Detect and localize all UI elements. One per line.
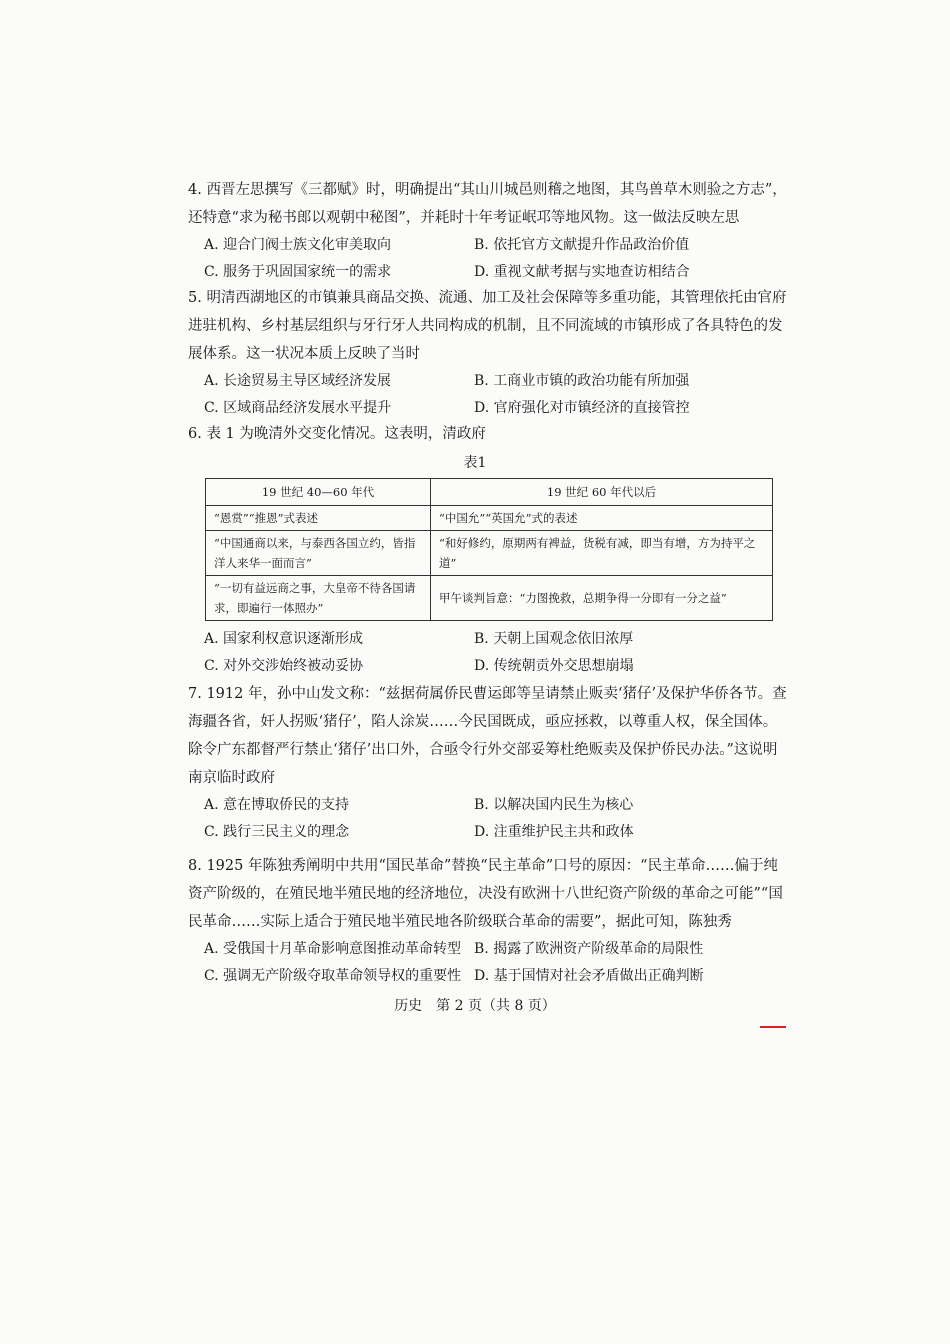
red-mark [760, 1026, 786, 1028]
table-cell: “中国允”“英国允”式的表述 [431, 506, 773, 531]
table-cell: “和好修约，原期两有裨益，货税有减，即当有增，方为持平之道” [431, 531, 773, 576]
option-a[interactable]: A. 迎合门阀士族文化审美取向 [204, 237, 392, 253]
question-stem: 7. 1912 年，孙中山发文称：“兹据荷属侨民曹运郎等呈请禁止贩卖‘猪仔’及保护华侨各节。查海疆各省，奸人拐贩‘猪仔’，陷人涂炭……今民国既成，亟应拯救，以尊重人权，保全国体。除令广东都督严行禁止‘猪仔’出口外，合亟令行外交部妥筹杜绝贩卖及保护侨民办法。”这说明南京临时政府 [188, 686, 787, 786]
question-stem: 6. 表 1 为晚清外交变化情况。这表明，清政府 [188, 426, 486, 442]
question-4 [188, 176, 788, 286]
option-c[interactable]: C. 强调无产阶级夺取革命领导权的重要性 [204, 968, 462, 984]
table-header: 19 世纪 40—60 年代 [206, 479, 431, 506]
table-row [206, 531, 773, 576]
table-cell: “恩赏”“推恩”式表述 [206, 506, 431, 531]
option-a[interactable]: A. 长途贸易主导区域经济发展 [204, 373, 392, 389]
option-c[interactable]: C. 践行三民主义的理念 [204, 824, 350, 840]
option-d[interactable]: D. 重视文献考据与实地查访相结合 [474, 264, 690, 280]
options [188, 936, 788, 990]
page-footer: 历史 第 2 页（共 8 页） [394, 998, 556, 1014]
table-row [206, 576, 773, 621]
question-8 [188, 852, 788, 990]
options [188, 232, 788, 286]
option-b[interactable]: B. 工商业市镇的政治功能有所加强 [474, 373, 690, 389]
table-cell: “中国通商以来，与泰西各国立约，皆指洋人来华一面而言” [206, 531, 431, 576]
option-a[interactable]: A. 国家利权意识逐渐形成 [204, 631, 364, 647]
table-cell: “一切有益远商之事，大皇帝不待各国请求，即遍行一体照办” [206, 576, 431, 621]
question-5 [188, 284, 788, 422]
option-c[interactable]: C. 区域商品经济发展水平提升 [204, 400, 392, 416]
table-title: 表1 [463, 455, 487, 471]
option-d[interactable]: D. 传统朝贡外交思想崩塌 [474, 658, 634, 674]
diplomacy-table [205, 478, 773, 621]
option-d[interactable]: D. 基于国情对社会矛盾做出正确判断 [474, 968, 704, 984]
table-header-row [206, 479, 773, 506]
options [188, 368, 788, 422]
option-b[interactable]: B. 天朝上国观念依旧浓厚 [474, 631, 634, 647]
options [188, 626, 788, 680]
option-d[interactable]: D. 官府强化对市镇经济的直接管控 [474, 400, 690, 416]
option-c[interactable]: C. 对外交涉始终被动妥协 [204, 658, 364, 674]
option-a[interactable]: A. 意在博取侨民的支持 [204, 797, 350, 813]
options [188, 792, 788, 846]
question-6-options [188, 626, 788, 680]
question-stem: 8. 1925 年陈独秀阐明中共用“国民革命”替换“民主革命”口号的原因：“民主革命……偏于纯资产阶级的，在殖民地半殖民地的经济地位，决没有欧洲十八世纪资产阶级的革命之可能”“国民革命……实际上适合于殖民地半殖民地各阶级联合革命的需要”，据此可知，陈独秀 [188, 858, 783, 930]
question-6 [188, 420, 788, 448]
question-stem: 4. 西晋左思撰写《三都赋》时，明确提出“其山川城邑则稽之地图，其鸟兽草木则验之方志”，还特意“求为秘书郎以观朝中秘图”，并耗时十年考证岷邛等地风物。这一做法反映左思 [188, 182, 787, 226]
table-row [206, 506, 773, 531]
question-7 [188, 680, 788, 846]
option-d[interactable]: D. 注重维护民主共和政体 [474, 824, 634, 840]
table-header: 19 世纪 60 年代以后 [431, 479, 773, 506]
option-c[interactable]: C. 服务于巩固国家统一的需求 [204, 264, 392, 280]
option-b[interactable]: B. 揭露了欧洲资产阶级革命的局限性 [474, 941, 704, 957]
option-b[interactable]: B. 依托官方文献提升作品政治价值 [474, 237, 690, 253]
option-a[interactable]: A. 受俄国十月革命影响意图推动革命转型 [204, 941, 462, 957]
question-stem: 5. 明清西湖地区的市镇兼具商品交换、流通、加工及社会保障等多重功能，其管理依托由官府进驻机构、乡村基层组织与牙行牙人共同构成的机制，且不同流域的市镇形成了各具特色的发展体系。这一状况本质上反映了当时 [188, 290, 787, 362]
option-b[interactable]: B. 以解决国内民生为核心 [474, 797, 634, 813]
table-cell: 甲午谈判旨意：“力图挽救，总期争得一分即有一分之益” [431, 576, 773, 621]
